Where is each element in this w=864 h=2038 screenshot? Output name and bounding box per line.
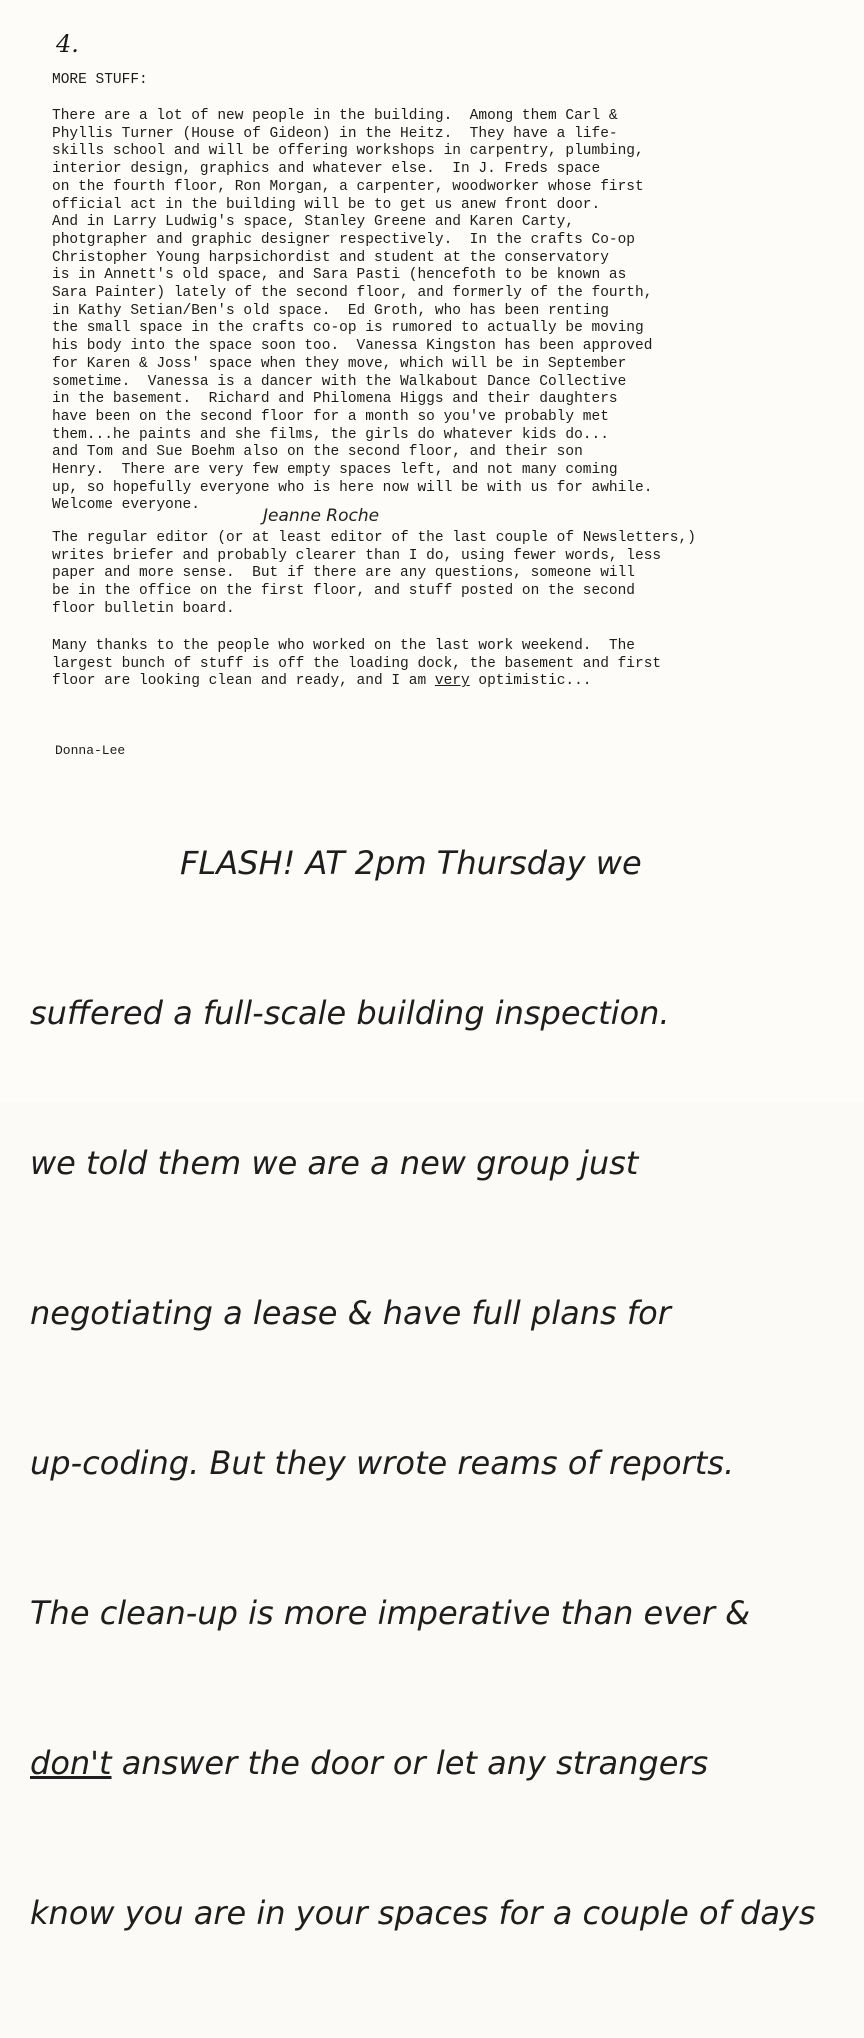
paragraph-editor: The regular editor (or at least editor of the last couple of Newsletters,) writes briefer and probably clearer than I do, using fewer words, less paper and more sense. But if there are any questions, someone will be in the office on the first floor, and stuff posted on the second floor bulletin board.: [52, 530, 696, 617]
note-line: know you are in your spaces for a couple of days: [30, 1894, 816, 1932]
note-line: [30, 1738, 860, 1788]
note-line: suffered a full-scale building inspection.: [30, 994, 670, 1032]
note-line: up-coding. But they wrote reams of reports.: [30, 1444, 735, 1482]
handwritten-editor-name: Jeanne Roche: [263, 506, 380, 526]
note-line: negotiating a lease & have full plans for: [30, 1294, 671, 1332]
thanks-text-end: optimistic...: [469, 673, 592, 690]
note-line-rest: answer the door or let any strangers: [111, 1744, 709, 1782]
note-line: The clean-up is more imperative than ever &: [30, 1594, 751, 1632]
paragraph-thanks: [52, 638, 842, 691]
handwritten-note: [30, 738, 860, 2038]
emphasis-very: very: [434, 673, 470, 690]
signature: Donna-Lee: [55, 743, 126, 758]
note-emphasis-dont: don't: [30, 1744, 112, 1782]
section-heading: MORE STUFF:: [52, 72, 148, 88]
paragraph-new-people: There are a lot of new people in the building. Among them Carl & Phyllis Turner (House of Gideon) in the Heitz. They have a life- skills school and will be offering workshops in carpentry, plumbing, interior design, graphics and whatever else. In J. Freds space on the fourth floor, Ron Morgan, a carpenter, woodworker whose first official act in the building will be to get us anew front door. And in Larry Ludwig's space, Stanley Greene and Karen Carty, photgrapher and graphic designer respectively. In the crafts Co-op Christopher Young harpsichordist and student at the conservatory is in Annett's old space, and Sara Pasti (hencefoth to be known as Sara Painter) lately of the second floor, and formerly of the fourth, in Kathy Setian/Ben's old space. Ed Groth, who has been renting the small space in the crafts co-op is rumored to actually be moving his body into the space soon too. Vanessa Kingston has been approved for Karen & Joss' space when they move, which will be in September sometime. Vanessa is a dancer with the Walkabout Dance Collective in the basement. Richard and Philomena Higgs and their daughters have been on the second floor for a month so you've probably met them...he paints and she films, the girls do whatever kids do... and Tom and Sue Boehm also on the second floor, and their son Henry. There are very few empty spaces left, and not many coming up, so hopefully everyone who is here now will be with us for awhile. Welcome everyone.: [52, 108, 653, 514]
note-line: FLASH! AT 2pm Thursday we: [180, 844, 642, 882]
note-line: we told them we are a new group just: [30, 1144, 639, 1182]
page-number: 4.: [56, 30, 79, 58]
thanks-text: Many thanks to the people who worked on the last work weekend. The largest bunch of stuff is off the loading dock, the basement and first floor are looking clean and ready, and I am: [52, 638, 662, 690]
